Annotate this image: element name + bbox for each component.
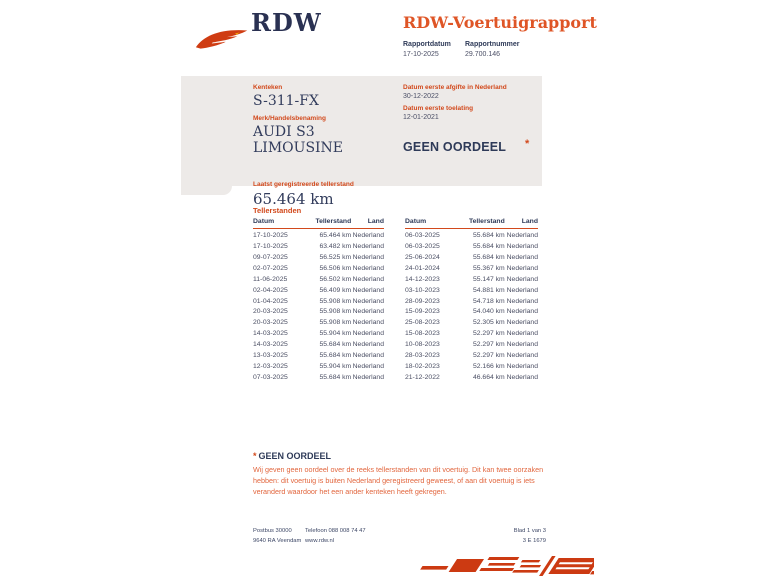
table-cell: Nederland xyxy=(352,341,384,349)
make-label: Merk/Handelsbenaming xyxy=(253,115,326,122)
table-cell: 56.506 km xyxy=(319,264,352,272)
table-row xyxy=(405,229,538,240)
table-row xyxy=(253,262,384,273)
table-row xyxy=(253,240,384,251)
verdict-line xyxy=(403,138,535,156)
report-number-value: 29.700.146 xyxy=(465,51,501,58)
report-meta xyxy=(403,41,519,58)
table-cell: 12-03-2025 xyxy=(253,363,288,371)
table-cell: Nederland xyxy=(506,231,538,239)
bottom-stripes-decoration-icon xyxy=(416,556,594,576)
footer-address xyxy=(253,526,301,546)
table-cell: 15-08-2023 xyxy=(405,330,440,338)
table-cell: Nederland xyxy=(506,341,538,349)
table-cell: 28-03-2023 xyxy=(405,352,440,360)
table-cell: Nederland xyxy=(506,253,538,261)
verdict-asterisk: * xyxy=(525,138,530,150)
rdw-logo-text: RDW xyxy=(251,8,322,37)
note-asterisk: * xyxy=(253,451,257,461)
first-issue-value: 30-12-2022 xyxy=(403,93,439,100)
table-cell: 55.684 km xyxy=(319,341,352,349)
table-cell: 56.502 km xyxy=(319,275,352,283)
table-cell: 25-06-2024 xyxy=(405,253,440,261)
footer-page-info xyxy=(440,526,546,546)
table-row xyxy=(253,273,384,284)
table-cell: 55.684 km xyxy=(472,242,505,250)
table-cell: Nederland xyxy=(506,297,538,305)
table-row xyxy=(405,350,538,361)
table-cell: 09-07-2025 xyxy=(253,253,288,261)
table-cell: Nederland xyxy=(352,231,384,239)
footer-address-line1: Postbus 30000 xyxy=(253,528,292,534)
table-cell: Nederland xyxy=(352,363,384,371)
table-cell: 14-03-2025 xyxy=(253,330,288,338)
table-cell: 13-03-2025 xyxy=(253,352,288,360)
column-header-date: Datum xyxy=(405,216,461,229)
odometer-table-left xyxy=(253,216,384,383)
table-cell: 55.684 km xyxy=(472,253,505,261)
table-cell: Nederland xyxy=(352,308,384,316)
table-cell: 55.908 km xyxy=(319,319,352,327)
table-cell: 55.684 km xyxy=(319,374,352,382)
odometer-section-title: Tellerstanden xyxy=(253,206,302,215)
table-cell: 20-03-2025 xyxy=(253,319,288,327)
table-cell: Nederland xyxy=(352,330,384,338)
table-cell: 17-10-2025 xyxy=(253,231,288,239)
table-row xyxy=(253,251,384,262)
odometer-table-right xyxy=(405,216,538,383)
license-plate-label: Kenteken xyxy=(253,84,283,91)
table-cell: 52.297 km xyxy=(472,330,505,338)
panel-tail-decoration xyxy=(181,186,232,195)
table-cell: Nederland xyxy=(506,363,538,371)
table-cell: 56.409 km xyxy=(319,286,352,294)
table-cell: Nederland xyxy=(506,264,538,272)
last-odometer-label: Laatst geregistreerde tellerstand xyxy=(253,181,354,188)
column-header-country: Land xyxy=(505,216,538,229)
table-cell: 14-12-2023 xyxy=(405,275,440,283)
table-cell: Nederland xyxy=(506,374,538,382)
table-cell: 17-10-2025 xyxy=(253,242,288,250)
make-value: AUDI S3 LIMOUSINE xyxy=(253,124,344,156)
table-cell: Nederland xyxy=(506,286,538,294)
odometer-tables xyxy=(253,216,538,383)
column-header-odometer: Tellerstand xyxy=(461,216,505,229)
table-cell: 20-03-2025 xyxy=(253,308,288,316)
table-row xyxy=(253,306,384,317)
first-admission-value: 12-01-2021 xyxy=(403,114,439,121)
table-cell: 55.908 km xyxy=(319,297,352,305)
table-cell: 56.525 km xyxy=(319,253,352,261)
table-row xyxy=(253,328,384,339)
table-cell: Nederland xyxy=(352,286,384,294)
table-cell: Nederland xyxy=(506,319,538,327)
column-header-date: Datum xyxy=(253,216,308,229)
table-cell: 54.881 km xyxy=(472,286,505,294)
table-cell: Nederland xyxy=(352,374,384,382)
table-cell: 21-12-2022 xyxy=(405,374,440,382)
table-cell: 55.908 km xyxy=(319,308,352,316)
table-row xyxy=(405,306,538,317)
note-title: GEEN OORDEEL xyxy=(258,451,332,461)
table-row xyxy=(405,339,538,350)
table-row xyxy=(405,317,538,328)
table-cell: 01-04-2025 xyxy=(253,297,288,305)
table-cell: 55.147 km xyxy=(472,275,505,283)
report-date-label: Rapportdatum xyxy=(403,41,451,48)
table-row xyxy=(253,361,384,372)
note-title-line xyxy=(253,451,546,461)
document-title: RDW-Voertuigrapport xyxy=(403,13,597,32)
rdw-logo-bird-icon xyxy=(194,22,250,52)
table-row xyxy=(405,328,538,339)
table-cell: 18-02-2023 xyxy=(405,363,440,371)
report-number-block xyxy=(465,41,519,58)
table-cell: 24-01-2024 xyxy=(405,264,440,272)
footer-phone: Telefoon 088 008 74 47 xyxy=(305,528,366,534)
table-row xyxy=(405,361,538,372)
table-row xyxy=(405,251,538,262)
summary-right-column xyxy=(403,84,535,121)
table-cell: Nederland xyxy=(352,297,384,305)
report-date-block xyxy=(403,41,451,58)
column-header-country: Land xyxy=(351,216,384,229)
last-odometer-value: 65.464 km xyxy=(253,190,334,208)
table-cell: Nederland xyxy=(506,308,538,316)
table-cell: 54.040 km xyxy=(472,308,505,316)
table-cell: Nederland xyxy=(506,275,538,283)
table-cell: 52.166 km xyxy=(472,363,505,371)
table-cell: 25-08-2023 xyxy=(405,319,440,327)
table-cell: 46.664 km xyxy=(472,374,505,382)
footer-contact xyxy=(305,526,366,546)
table-cell: 03-10-2023 xyxy=(405,286,440,294)
table-row xyxy=(405,262,538,273)
table-cell: Nederland xyxy=(352,242,384,250)
table-cell: Nederland xyxy=(506,330,538,338)
table-row xyxy=(405,372,538,383)
table-row xyxy=(253,295,384,306)
table-cell: 02-07-2025 xyxy=(253,264,288,272)
note-body: Wij geven geen oordeel over de reeks tellerstanden van dit voertuig. Dit kan twee oorzaken hebben: dit voertuig is buiten Nederland geregistreerd geweest, of aan dit voertuig is iets veranderd waardoor het een ander kenteken heeft gekregen. xyxy=(253,465,544,496)
verdict-note xyxy=(253,451,546,497)
table-cell: Nederland xyxy=(352,352,384,360)
table-row xyxy=(405,240,538,251)
table-cell: 55.367 km xyxy=(472,264,505,272)
table-cell: 15-09-2023 xyxy=(405,308,440,316)
table-cell: 65.464 km xyxy=(319,231,352,239)
table-header-row xyxy=(253,216,384,229)
table-cell: 54.718 km xyxy=(472,297,505,305)
table-cell: 07-03-2025 xyxy=(253,374,288,382)
footer-page-indicator: Blad 1 van 3 xyxy=(513,528,546,534)
table-row xyxy=(405,273,538,284)
table-cell: 06-03-2025 xyxy=(405,242,440,250)
table-row xyxy=(253,284,384,295)
table-row xyxy=(253,317,384,328)
verdict-text: GEEN OORDEEL xyxy=(403,140,507,154)
table-cell: 52.305 km xyxy=(472,319,505,327)
license-plate-value: S-311-FX xyxy=(253,93,319,109)
table-cell: Nederland xyxy=(506,352,538,360)
first-issue-label: Datum eerste afgifte in Nederland xyxy=(403,84,507,91)
table-cell: 52.297 km xyxy=(472,341,505,349)
table-cell: 10-08-2023 xyxy=(405,341,440,349)
footer-form-code: 3 E 1679 xyxy=(522,538,546,544)
table-cell: Nederland xyxy=(352,319,384,327)
table-row xyxy=(405,295,538,306)
summary-left-column xyxy=(253,84,398,208)
table-cell: 55.904 km xyxy=(319,330,352,338)
table-cell: 55.684 km xyxy=(472,231,505,239)
table-cell: 52.297 km xyxy=(472,352,505,360)
table-cell: 14-03-2025 xyxy=(253,341,288,349)
footer-website: www.rdw.nl xyxy=(305,538,334,544)
table-cell: Nederland xyxy=(506,242,538,250)
column-header-odometer: Tellerstand xyxy=(308,216,351,229)
table-row xyxy=(253,339,384,350)
footer-address-line2: 9640 RA Veendam xyxy=(253,538,302,544)
table-cell: 63.482 km xyxy=(319,242,352,250)
table-cell: 28-09-2023 xyxy=(405,297,440,305)
table-cell: 55.904 km xyxy=(319,363,352,371)
table-cell: Nederland xyxy=(352,275,384,283)
table-row xyxy=(253,350,384,361)
table-cell: 11-06-2025 xyxy=(253,275,288,283)
report-number-label: Rapportnummer xyxy=(465,41,520,48)
table-cell: 06-03-2025 xyxy=(405,231,440,239)
table-cell: 55.684 km xyxy=(319,352,352,360)
report-date-value: 17-10-2025 xyxy=(403,51,439,58)
table-cell: Nederland xyxy=(352,253,384,261)
table-row xyxy=(253,372,384,383)
table-cell: 02-04-2025 xyxy=(253,286,288,294)
table-row xyxy=(405,284,538,295)
table-cell: Nederland xyxy=(352,264,384,272)
table-row xyxy=(253,229,384,240)
table-header-row xyxy=(405,216,538,229)
first-admission-label: Datum eerste toelating xyxy=(403,105,474,112)
